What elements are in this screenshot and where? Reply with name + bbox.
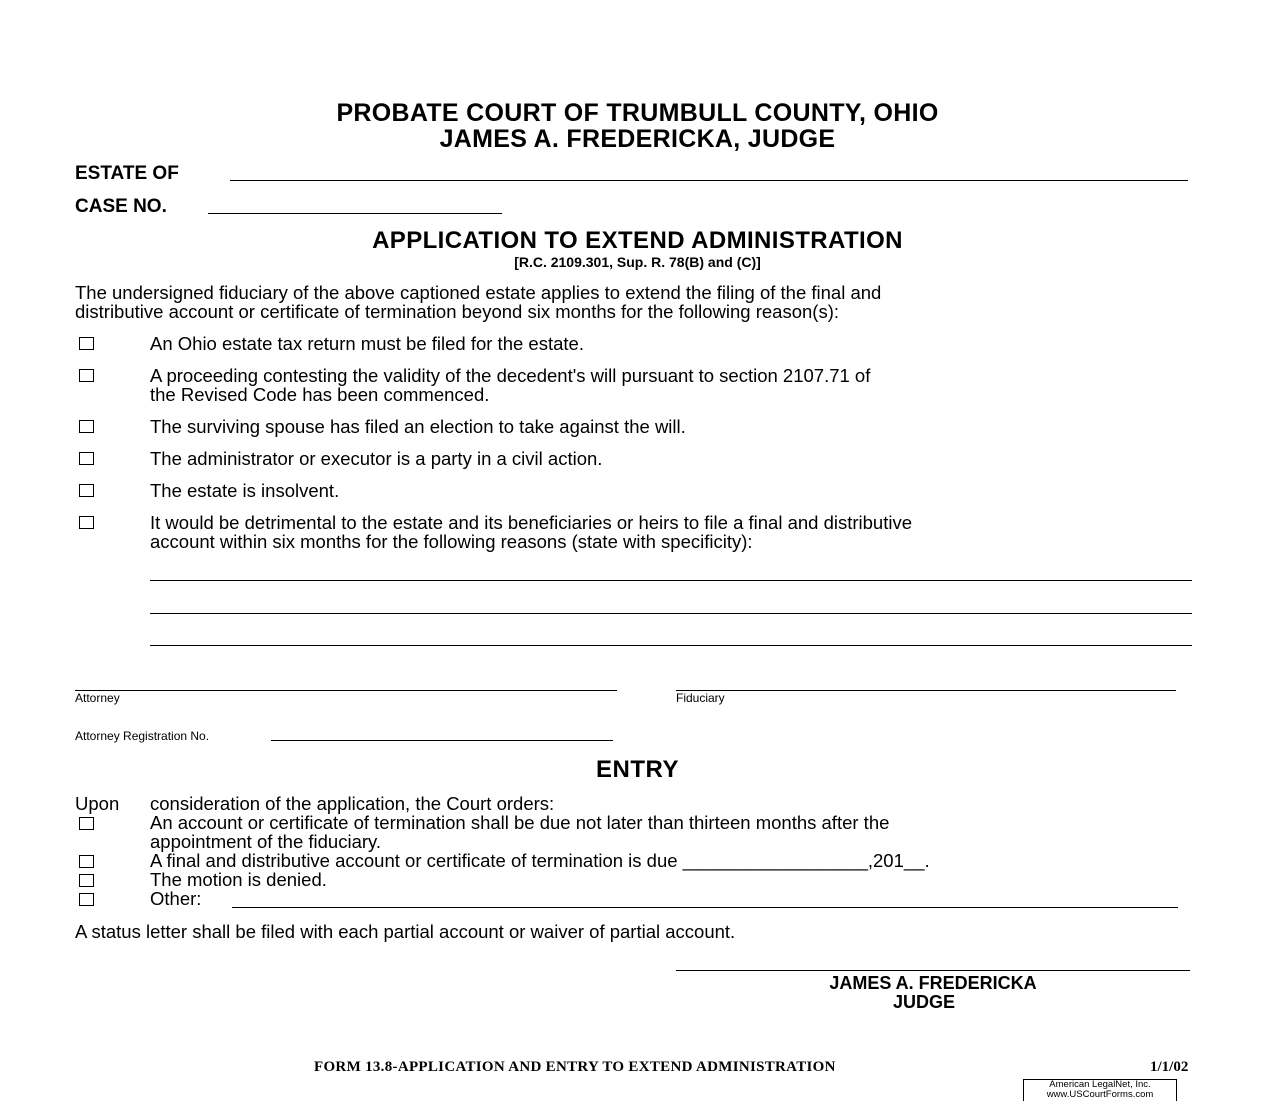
reason-1-text: An Ohio estate tax return must be filed for the estate. bbox=[150, 333, 584, 354]
order-2-prefix: A final and distributive account or certificate of termination is due bbox=[150, 850, 678, 871]
attorney-label: Attorney bbox=[75, 691, 120, 705]
form-citation: [R.C. 2109.301, Sup. R. 78(B) and (C)] bbox=[514, 254, 761, 270]
order-1-text-line-1: An account or certificate of termination shall be due not later than thirteen months after the bbox=[150, 812, 890, 833]
reason-checkbox-3[interactable] bbox=[79, 420, 94, 433]
reason-5-text: The estate is insolvent. bbox=[150, 480, 340, 501]
judge-signature-title: JUDGE bbox=[892, 992, 955, 1012]
reasons-detail-line-2[interactable] bbox=[150, 613, 1192, 614]
entry-title: ENTRY bbox=[596, 756, 679, 783]
entry-consideration: consideration of the application, the Court orders: bbox=[150, 793, 555, 814]
reasons-detail-line-3[interactable] bbox=[150, 645, 1192, 646]
reason-4-text: The administrator or executor is a party in a civil action. bbox=[150, 448, 603, 469]
attorney-registration-label: Attorney Registration No. bbox=[75, 729, 210, 743]
vendor-name: American LegalNet, Inc. bbox=[1049, 1079, 1151, 1090]
intro-line-2: distributive account or certificate of termination beyond six months for the following reason(s): bbox=[75, 301, 840, 322]
form-footer-date: 1/1/02 bbox=[1150, 1059, 1189, 1075]
status-letter-note: A status letter shall be filed with each partial account or waiver of partial account. bbox=[75, 921, 736, 942]
entry-upon: Upon bbox=[75, 793, 120, 814]
attorney-registration-field[interactable] bbox=[271, 740, 613, 741]
judge-signature-line[interactable] bbox=[676, 970, 1190, 971]
form-footer-title: FORM 13.8-APPLICATION AND ENTRY TO EXTEND ADMINISTRATION bbox=[314, 1059, 836, 1075]
reason-3-text: The surviving spouse has filed an election to take against the will. bbox=[150, 416, 686, 437]
reason-checkbox-6[interactable] bbox=[79, 516, 94, 529]
reason-2-text-line-2: the Revised Code has been commenced. bbox=[150, 384, 490, 405]
vendor-url: www.USCourtForms.com bbox=[1046, 1089, 1154, 1100]
order-2-year-prefix: ,201 bbox=[867, 850, 904, 871]
reason-checkbox-5[interactable] bbox=[79, 484, 94, 497]
order-checkbox-4[interactable] bbox=[79, 893, 94, 906]
case-no-field[interactable] bbox=[208, 213, 502, 214]
order-3-text: The motion is denied. bbox=[150, 869, 327, 890]
judge-name-header: JAMES A. FREDERICKA, JUDGE bbox=[439, 125, 836, 153]
order-checkbox-1[interactable] bbox=[79, 817, 94, 830]
reason-checkbox-4[interactable] bbox=[79, 452, 94, 465]
order-2-text bbox=[150, 851, 930, 870]
estate-of-label: ESTATE OF bbox=[75, 163, 179, 184]
vendor-stamp bbox=[1023, 1079, 1177, 1101]
reason-checkbox-2[interactable] bbox=[79, 369, 94, 382]
judge-signature-name: JAMES A. FREDERICKA bbox=[829, 973, 1037, 993]
reason-6-text-line-2: account within six months for the following reasons (state with specificity): bbox=[150, 531, 753, 552]
reasons-detail-line-1[interactable] bbox=[150, 580, 1192, 581]
order-other-field[interactable] bbox=[232, 907, 1178, 908]
fiduciary-signature-line[interactable] bbox=[676, 690, 1176, 691]
order-2-year-blank[interactable]: __. bbox=[903, 850, 930, 871]
reason-6-text-line-1: It would be detrimental to the estate and its beneficiaries or heirs to file a final and distributive bbox=[150, 512, 913, 533]
order-checkbox-3[interactable] bbox=[79, 874, 94, 887]
form-title: APPLICATION TO EXTEND ADMINISTRATION bbox=[372, 227, 903, 254]
order-4-label: Other: bbox=[150, 888, 202, 909]
case-no-label: CASE NO. bbox=[75, 196, 167, 217]
attorney-signature-line[interactable] bbox=[75, 690, 617, 691]
fiduciary-label: Fiduciary bbox=[676, 691, 725, 705]
reason-2-text-line-1: A proceeding contesting the validity of the decedent's will pursuant to section 2107.71 of bbox=[150, 365, 871, 386]
intro-line-1: The undersigned fiduciary of the above captioned estate applies to extend the filing of the final and bbox=[75, 282, 882, 303]
order-checkbox-2[interactable] bbox=[79, 855, 94, 868]
reason-checkbox-1[interactable] bbox=[79, 337, 94, 350]
order-2-date-blank[interactable]: __________________ bbox=[682, 850, 868, 871]
court-name: PROBATE COURT OF TRUMBULL COUNTY, OHIO bbox=[336, 99, 939, 127]
estate-of-field[interactable] bbox=[230, 180, 1188, 181]
order-1-text-line-2: appointment of the fiduciary. bbox=[150, 831, 382, 852]
